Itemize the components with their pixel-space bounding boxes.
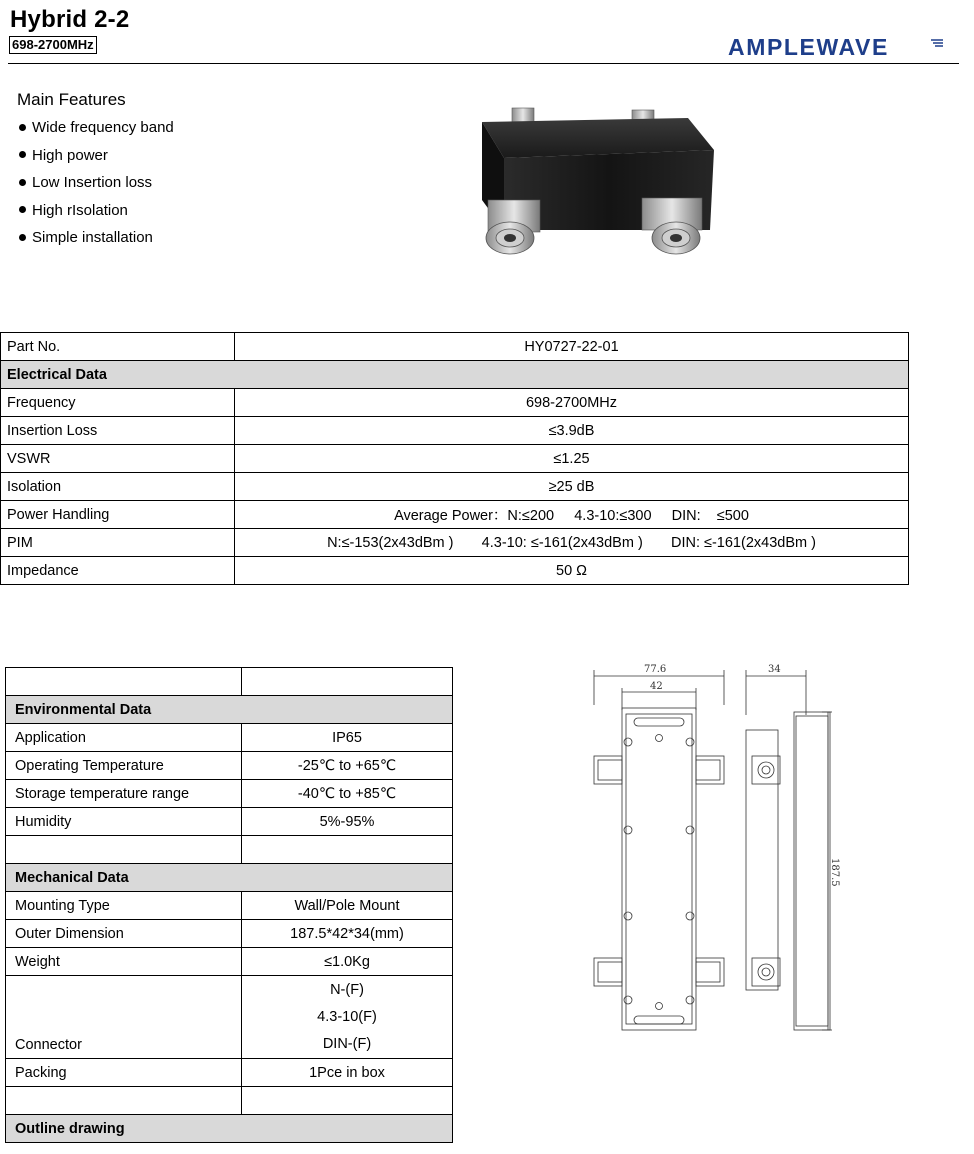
empty-cell xyxy=(6,668,242,696)
feature-item: Wide frequency band xyxy=(17,114,174,142)
spec-value: 1Pce in box xyxy=(242,1059,453,1087)
table-row xyxy=(1,417,909,445)
spec-value: Average Power：N:≤200 4.3-10:≤300 DIN: ≤500 xyxy=(235,501,909,529)
spec-value: 698-2700MHz xyxy=(235,389,909,417)
connector-values xyxy=(242,976,453,1059)
table-row xyxy=(1,473,909,501)
table-row xyxy=(6,780,453,808)
spec-label: Storage temperature range xyxy=(6,780,242,808)
feature-item: High rIsolation xyxy=(17,197,174,225)
dim-width-label: 77.6 xyxy=(644,664,667,675)
spec-label: Application xyxy=(6,724,242,752)
dim-depth-label: 34 xyxy=(768,664,781,675)
section-header-row xyxy=(1,361,909,389)
feature-item: Simple installation xyxy=(17,224,174,252)
table-row xyxy=(1,529,909,557)
spec-value: ≤3.9dB xyxy=(235,417,909,445)
section-header-row xyxy=(6,1115,453,1143)
spec-value: -25℃ to +65℃ xyxy=(242,752,453,780)
empty-cell xyxy=(242,668,453,696)
electrical-spec-table xyxy=(0,332,909,585)
header-divider xyxy=(8,63,959,64)
spec-label: Frequency xyxy=(1,389,235,417)
spec-label: Outer Dimension xyxy=(6,920,242,948)
table-row xyxy=(1,389,909,417)
spec-value: N:≤-153(2x43dBm ) 4.3-10: ≤-161(2x43dBm ) DIN: ≤-161(2x43dBm ) xyxy=(235,529,909,557)
part-no-value: HY0727-22-01 xyxy=(235,333,909,361)
spec-value: 187.5*42*34(mm) xyxy=(242,920,453,948)
table-row xyxy=(6,724,453,752)
table-row xyxy=(6,752,453,780)
bullet-icon xyxy=(19,206,26,213)
spec-label: Packing xyxy=(6,1059,242,1087)
outline-drawing-heading: Outline drawing xyxy=(6,1115,453,1143)
bullet-icon xyxy=(19,124,26,131)
spec-value: ≥25 dB xyxy=(235,473,909,501)
spec-label: Mounting Type xyxy=(6,892,242,920)
spec-label: PIM xyxy=(1,529,235,557)
spec-value: ≤1.25 xyxy=(235,445,909,473)
spec-label: Insertion Loss xyxy=(1,417,235,445)
connector-n: N-(F) xyxy=(330,981,364,998)
connector-43-10: 4.3-10(F) xyxy=(317,1008,377,1025)
frequency-badge: 698-2700MHz xyxy=(9,36,97,54)
empty-cell xyxy=(6,1087,242,1115)
electrical-data-heading: Electrical Data xyxy=(1,361,909,389)
part-no-label: Part No. xyxy=(1,333,235,361)
empty-cell xyxy=(6,836,242,864)
empty-cell xyxy=(242,836,453,864)
table-row xyxy=(6,808,453,836)
table-row xyxy=(6,920,453,948)
environmental-mechanical-table xyxy=(5,667,453,1143)
table-row xyxy=(6,976,453,1059)
feature-item: Low Insertion loss xyxy=(17,169,174,197)
page-title: Hybrid 2-2 xyxy=(10,6,130,33)
connector-din: DIN-(F) xyxy=(322,1035,372,1052)
table-row xyxy=(1,501,909,529)
section-header-row xyxy=(6,696,453,724)
spec-value: 50 Ω xyxy=(235,557,909,585)
spec-label: Weight xyxy=(6,948,242,976)
table-row xyxy=(1,557,909,585)
spec-label: Isolation xyxy=(1,473,235,501)
connector-label: Connector xyxy=(6,976,242,1059)
empty-cell xyxy=(242,1087,453,1115)
table-row xyxy=(6,668,453,696)
table-row xyxy=(6,948,453,976)
main-features xyxy=(17,90,174,252)
mechanical-data-heading: Mechanical Data xyxy=(6,864,453,892)
features-title: Main Features xyxy=(17,90,126,109)
table-row xyxy=(1,445,909,473)
section-header-row xyxy=(6,864,453,892)
spec-value: 5%-95% xyxy=(242,808,453,836)
spec-label: Operating Temperature xyxy=(6,752,242,780)
product-photo xyxy=(452,88,732,268)
bullet-icon xyxy=(19,234,26,241)
feature-item: High power xyxy=(17,142,174,170)
environmental-data-heading: Environmental Data xyxy=(6,696,453,724)
spec-label: Humidity xyxy=(6,808,242,836)
spec-value: IP65 xyxy=(242,724,453,752)
features-list xyxy=(17,114,174,252)
dim-length-label: 187.5 xyxy=(829,858,840,887)
spec-label: VSWR xyxy=(1,445,235,473)
bullet-icon xyxy=(19,151,26,158)
bullet-icon xyxy=(19,179,26,186)
spec-label: Power Handling xyxy=(1,501,235,529)
brand-logo: AMPLEWAVE xyxy=(728,34,889,60)
table-row xyxy=(6,1087,453,1115)
table-row xyxy=(1,333,909,361)
brand-wave-icon xyxy=(930,38,944,48)
spec-value: ≤1.0Kg xyxy=(242,948,453,976)
table-row xyxy=(6,892,453,920)
table-row xyxy=(6,836,453,864)
outline-drawing xyxy=(582,660,852,1040)
spec-value: Wall/Pole Mount xyxy=(242,892,453,920)
spec-label: Impedance xyxy=(1,557,235,585)
table-row xyxy=(6,1059,453,1087)
spec-value: -40℃ to +85℃ xyxy=(242,780,453,808)
dim-inner-label: 42 xyxy=(650,681,663,692)
